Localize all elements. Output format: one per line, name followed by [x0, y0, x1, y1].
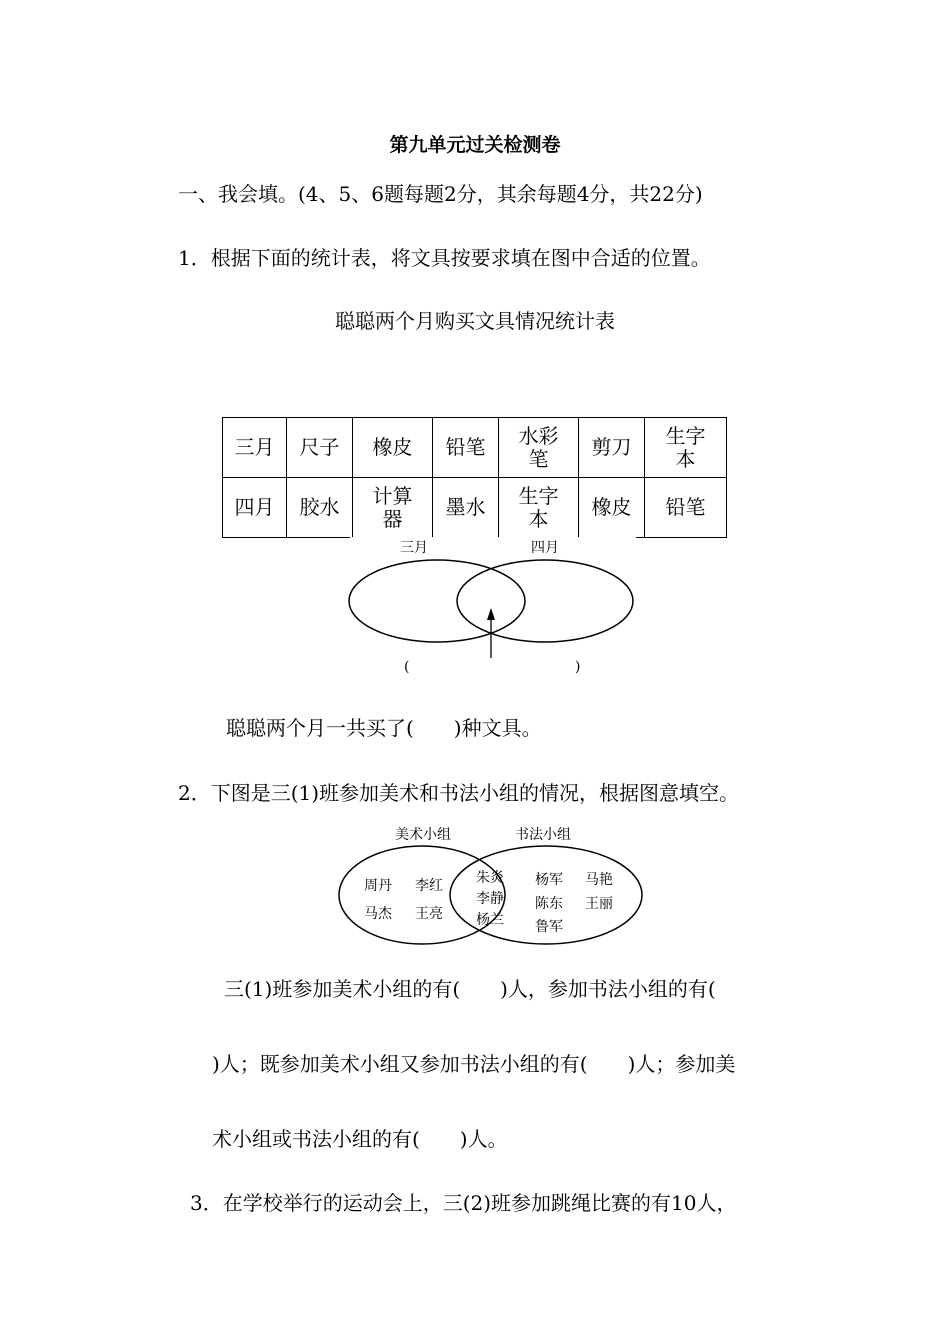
table-cell: 铅笔: [433, 418, 499, 478]
table-cell: 墨水: [433, 478, 499, 538]
table-cell: 铅笔: [645, 478, 727, 538]
table-cell: 尺子: [287, 418, 353, 478]
venn-label-calligraphy: 书法小组: [515, 827, 571, 843]
list-item: 马艳: [585, 872, 613, 888]
table-cell: 橡皮: [579, 478, 645, 538]
table-cell: 生字 本: [645, 418, 727, 478]
table-title: 聪聪两个月购买文具情况统计表: [335, 309, 615, 333]
table-cell: 剪刀: [579, 418, 645, 478]
section-heading: 一、我会填。(4、5、6题每题2分，其余每题4分，共22分): [178, 182, 703, 206]
question-2-line-1: 三(1)班参加美术小组的有( )人，参加书法小组的有(: [224, 977, 716, 1001]
table-cell: 胶水: [287, 478, 353, 538]
table-cell: 生字 本: [499, 478, 579, 538]
answer-paren-open: (: [404, 659, 410, 675]
venn-label-march: 三月: [400, 540, 428, 556]
list-item: 杨兰: [476, 912, 504, 928]
question-2-line-3: 术小组或书法小组的有( )人。: [212, 1127, 508, 1151]
list-item: 王亮: [415, 906, 443, 922]
list-item: 马杰: [364, 906, 392, 922]
venn-label-april: 四月: [531, 540, 559, 556]
list-item: 朱炎: [476, 870, 504, 886]
question-3-prompt: 3．在学校举行的运动会上，三(2)班参加跳绳比赛的有10人，: [190, 1191, 737, 1215]
list-item: 鲁军: [535, 919, 563, 935]
list-item: 李红: [415, 878, 443, 894]
page-title: 第九单元过关检测卷: [389, 134, 561, 156]
question-1-prompt: 1．根据下面的统计表，将文具按要求填在图中合适的位置。: [178, 246, 711, 270]
table-cell: 橡皮: [353, 418, 433, 478]
list-item: 周丹: [364, 878, 392, 894]
answer-paren-close: ): [575, 659, 581, 675]
venn-label-art: 美术小组: [395, 827, 451, 843]
question-1-answer-line: 聪聪两个月一共买了( )种文具。: [226, 716, 542, 740]
list-item: 王丽: [585, 896, 613, 912]
list-item: 李静: [476, 891, 504, 907]
list-item: 杨军: [535, 872, 563, 888]
table-cell: 计算 器: [353, 478, 433, 538]
question-2-prompt: 2．下图是三(1)班参加美术和书法小组的情况，根据图意填空。: [178, 781, 740, 805]
list-item: 陈东: [535, 896, 563, 912]
table-cell: 四月: [223, 478, 287, 538]
table-cell: 三月: [223, 418, 287, 478]
table-cell: 水彩 笔: [499, 418, 579, 478]
question-2-line-2: )人；既参加美术小组又参加书法小组的有( )人；参加美: [212, 1052, 736, 1076]
